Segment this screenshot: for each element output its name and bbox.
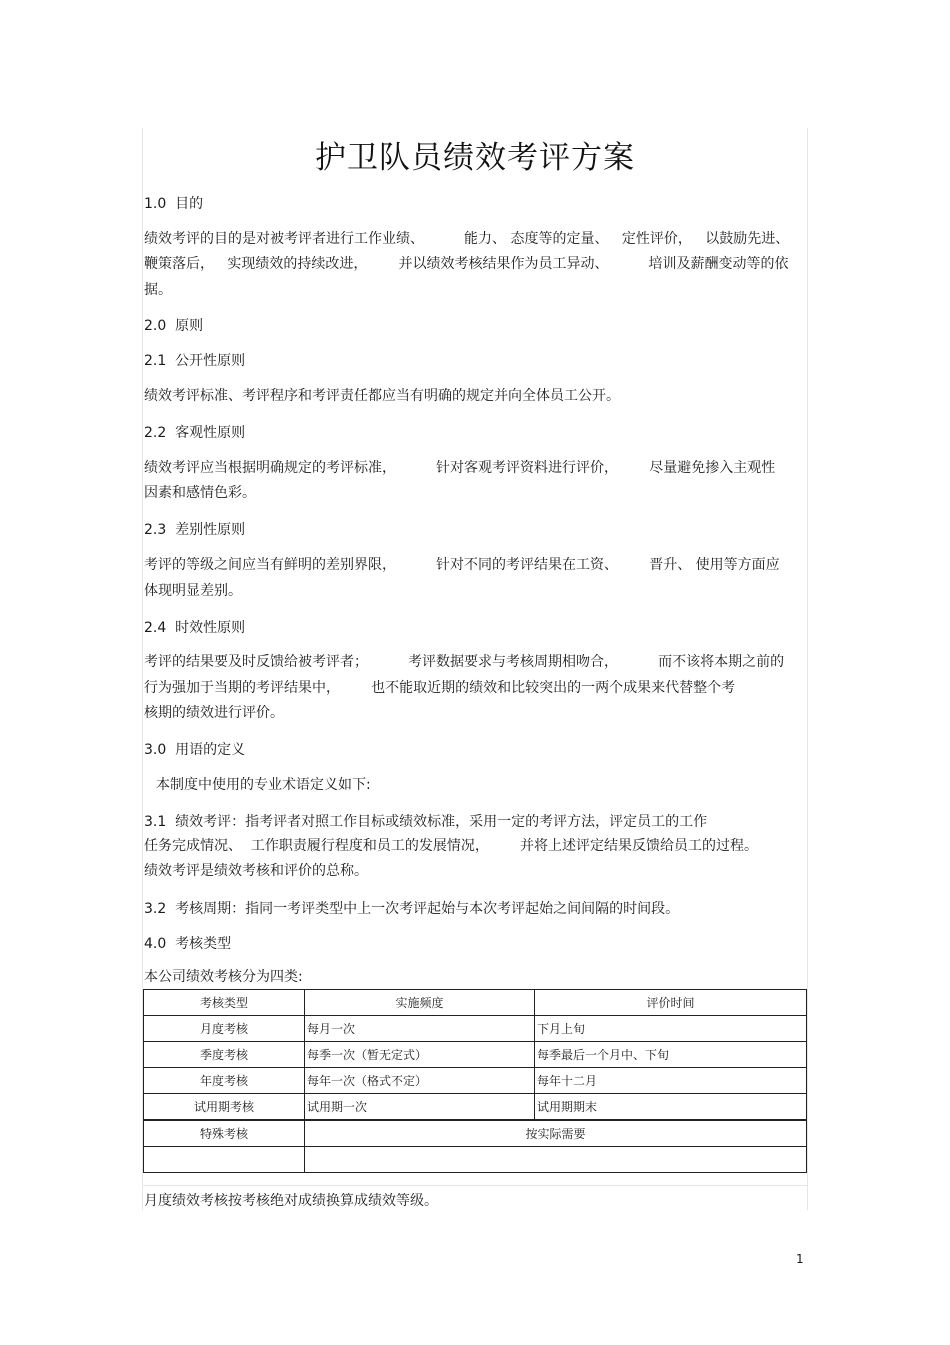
- table-cell: 月度考核: [144, 1016, 305, 1042]
- table-cell: 每年一次（格式不定）: [305, 1068, 535, 1094]
- table-header-cell: 考核类型: [144, 990, 305, 1016]
- footer-paragraph: 月度绩效考核按考核绝对成绩换算成绩效等级。: [144, 1193, 438, 1209]
- paragraph-line: 核期的绩效进行评价。: [144, 705, 284, 721]
- section-4-heading: 4.0 考核类型: [144, 936, 232, 952]
- section-2-3-heading: 2.3 差别性原则: [144, 522, 246, 538]
- paragraph-line: 绩效考评的目的是对被考评者进行工作业绩、 能力、 态度等的定量、 定性评价， 以鼓励先进、: [144, 231, 790, 247]
- paragraph-line: 据。: [144, 282, 172, 298]
- paragraph-line: 3.2 考核周期：指同一考评类型中上一次考评起始与本次考评起始之间间隔的时间段。: [144, 901, 680, 917]
- paragraph-line: 本制度中使用的专业术语定义如下:: [156, 777, 371, 793]
- table-cell: 试用期考核: [144, 1094, 305, 1121]
- table-row: [144, 1016, 807, 1042]
- page-number: 1: [796, 1252, 804, 1266]
- table-cell: 年度考核: [144, 1068, 305, 1094]
- paragraph-line: 考评的等级之间应当有鲜明的差别界限， 针对不同的考评结果在工资、 晋升、 使用等方面应: [144, 557, 780, 573]
- table-row: [144, 1094, 807, 1121]
- table-row-empty: [144, 1147, 807, 1173]
- table-cell: 每季一次（暂无定式）: [305, 1042, 535, 1068]
- section-3-heading: 3.0 用语的定义: [144, 742, 246, 758]
- section-2-heading: 2.0 原则: [144, 318, 204, 334]
- section-2-4-heading: 2.4 时效性原则: [144, 620, 246, 636]
- paragraph-line: 绩效考评是绩效考核和评价的总称。: [144, 863, 368, 879]
- table-cell: 每季最后一个月中、下旬: [535, 1042, 807, 1068]
- paragraph-line: 绩效考评应当根据明确规定的考评标准， 针对客观考评资料进行评价， 尽量避免掺入主观性: [144, 460, 776, 476]
- paragraph-line: 考评的结果要及时反馈给被考评者； 考评数据要求与考核周期相吻合， 而不该将本期之前的: [144, 654, 785, 670]
- table-cell: 特殊考核: [144, 1120, 305, 1147]
- table-header-row: [144, 990, 807, 1016]
- table-row: [144, 1042, 807, 1068]
- paragraph-line: 行为强加于当期的考评结果中， 也不能取近期的绩效和比较突出的一两个成果来代替整个考: [144, 680, 736, 696]
- table-row: [144, 1068, 807, 1094]
- divider: [142, 1185, 808, 1186]
- assessment-types-table: [143, 989, 807, 1173]
- paragraph-line: 任务完成情况、 工作职责履行程度和员工的发展情况， 并将上述评定结果反馈给员工的过程。: [144, 838, 759, 854]
- table-cell: 下月上旬: [535, 1016, 807, 1042]
- paragraph-line: 鞭策落后， 实现绩效的持续改进， 并以绩效考核结果作为员工异动、 培训及薪酬变动等的依: [144, 256, 789, 272]
- table-cell: 试用期期末: [535, 1094, 807, 1121]
- table-cell: 按实际需要: [305, 1120, 807, 1147]
- paragraph-line: 本公司绩效考核分为四类:: [144, 969, 303, 985]
- section-1-heading: 1.0 目的: [144, 196, 204, 212]
- section-2-2-heading: 2.2 客观性原则: [144, 425, 246, 441]
- table-header-cell: 实施频度: [305, 990, 535, 1016]
- table-cell: 试用期一次: [305, 1094, 535, 1121]
- table-cell-empty: [305, 1147, 807, 1173]
- table-row-special: [144, 1120, 807, 1147]
- table-cell-empty: [144, 1147, 305, 1173]
- paragraph-line: 3.1 绩效考评：指考评者对照工作目标或绩效标准，采用一定的考评方法，评定员工的工作: [144, 814, 708, 830]
- paragraph-line: 体现明显差别。: [144, 583, 242, 599]
- table-cell: 每月一次: [305, 1016, 535, 1042]
- table-cell: 每年十二月: [535, 1068, 807, 1094]
- section-2-1-heading: 2.1 公开性原则: [144, 353, 246, 369]
- paragraph-line: 因素和感情色彩。: [144, 485, 256, 501]
- table-cell: 季度考核: [144, 1042, 305, 1068]
- table-header-cell: 评价时间: [535, 990, 807, 1016]
- paragraph-line: 绩效考评标准、考评程序和考评责任都应当有明确的规定并向全体员工公开。: [144, 388, 620, 404]
- document-title: 护卫队员绩效考评方案: [315, 140, 635, 176]
